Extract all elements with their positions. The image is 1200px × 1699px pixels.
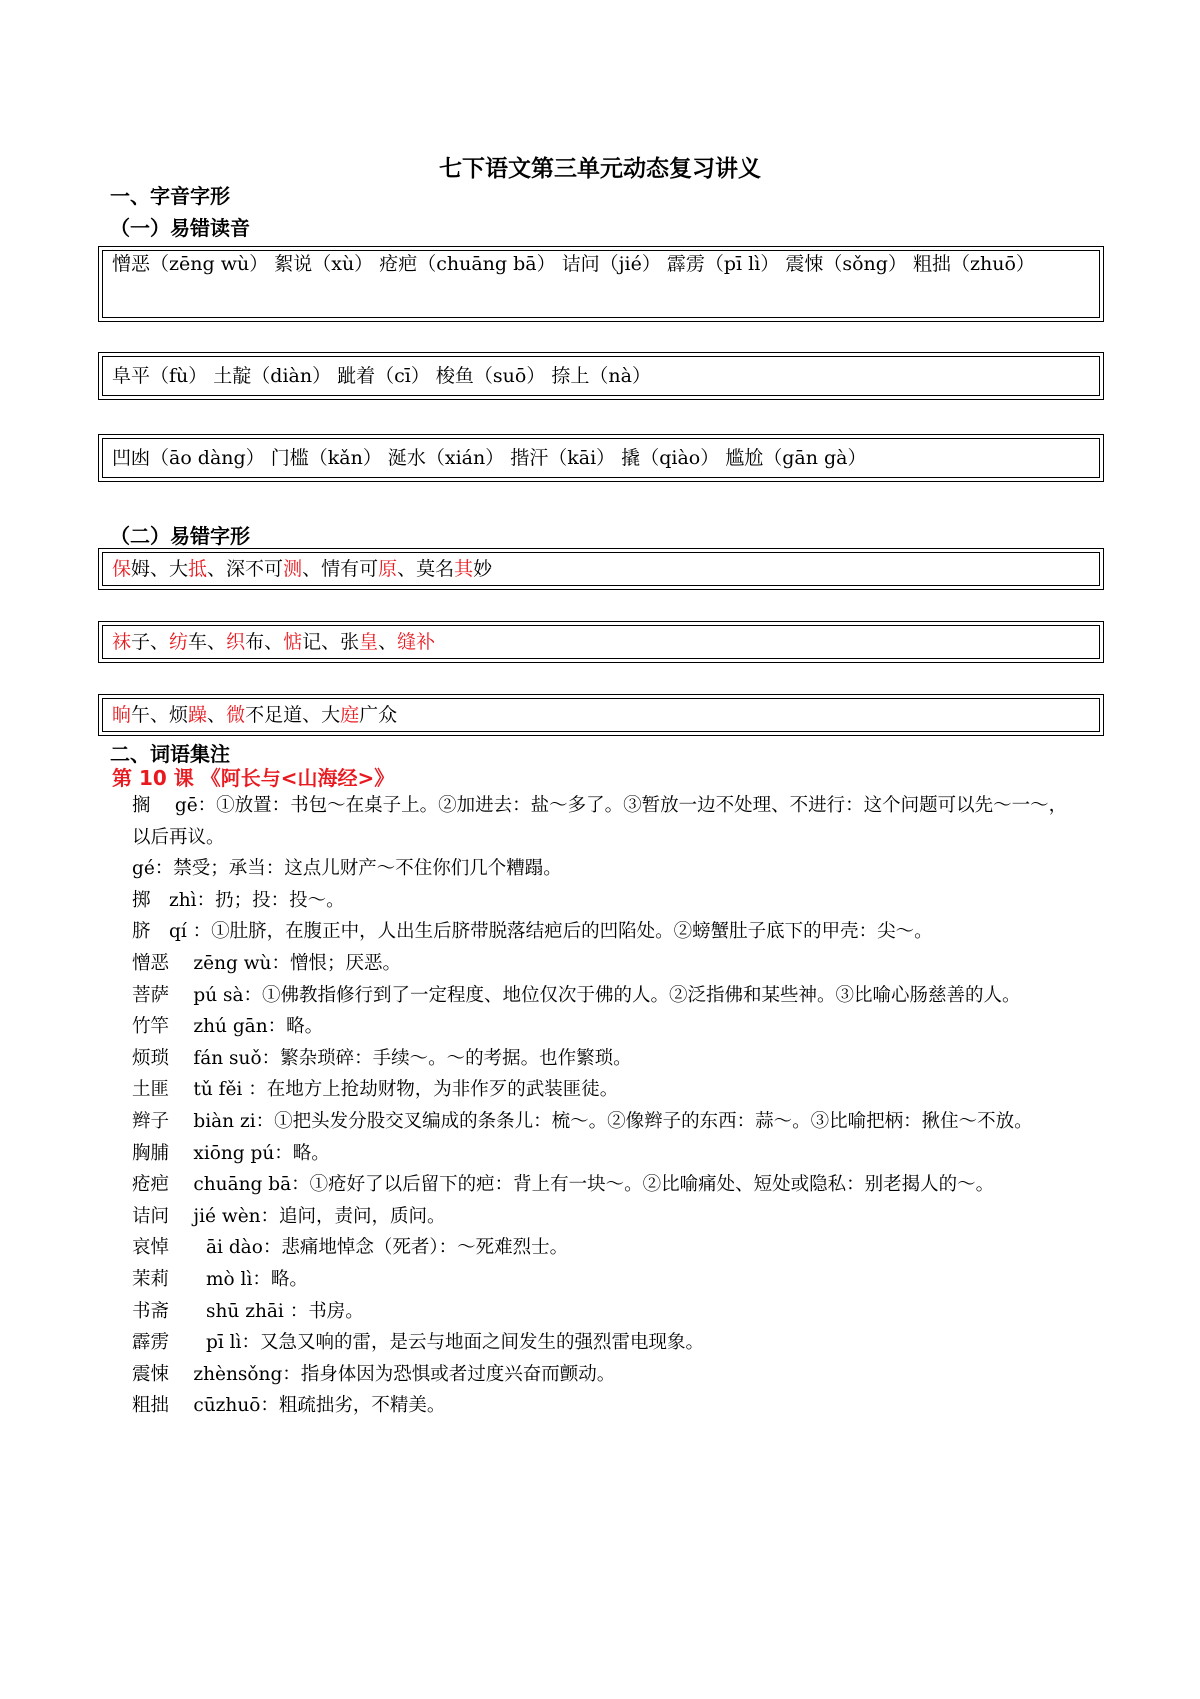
pronunciation-box-1-text: 憎恶（zēng wù） 絮说（xù） 疮疤（chuāng bā） 诘问（jié） 霹雳（pī lì） 震悚（sǒng） 粗拙（zhuō） [112, 253, 1035, 275]
glossary-entry: 书斋 shū zhāi ：书房。 [132, 1300, 364, 1322]
glossary-entry: 掷 zhì：扔；投：投～。 [132, 889, 345, 911]
glossary-entry: 胸脯 xiōng pú：略。 [132, 1142, 330, 1164]
glossary-entry: 竹竿 zhú gān：略。 [132, 1016, 324, 1038]
glossary-entry: 憎恶 zēng wù：憎恨；厌恶。 [132, 952, 401, 974]
glossary-entry: 茉莉 mò lì：略。 [132, 1268, 308, 1290]
glossary-entry: 疮疤 chuāng bā：①疮好了以后留下的疤：背上有一块～。②比喻痛处、短处或隐私：别老揭人的～。 [132, 1174, 995, 1196]
pronunciation-box-3-text: 凹凼（āo dàng） 门槛（kǎn） 涎水（xián） 揩汗（kāi） 撬（qiào） 尴尬（gān gà） [112, 447, 867, 469]
characters-box-2-text: 袜子、纺车、织布、惦记、张皇、缝补 [112, 631, 436, 653]
glossary-entry: 震悚 zhènsǒng：指身体因为恐惧或者过度兴奋而颤动。 [132, 1363, 616, 1385]
pronunciation-box-2-text: 阜平（fù） 土靛（diàn） 跐着（cī） 梭鱼（suō） 捺上（nà） [112, 365, 651, 387]
vocabulary-glossary [132, 790, 1076, 1422]
glossary-entry: 霹雳 pī lì：又急又响的雷，是云与地面之间发生的强烈雷电现象。 [132, 1332, 704, 1354]
characters-box-3-text: 晌午、烦躁、微不足道、大庭广众 [112, 704, 398, 726]
section-heading-vocabulary-notes: 二、词语集注 [110, 742, 230, 766]
section-heading-pronunciation-and-characters: 一、字音字形 [110, 184, 230, 208]
glossary-entry: 菩萨 pú sà：①佛教指修行到了一定程度、地位仅次于佛的人。②泛指佛和某些神。③比喻心肠慈善的人。 [132, 984, 1021, 1006]
lesson-title: 第 10 课 《阿长与<山海经>》 [112, 766, 395, 790]
glossary-entry: 土匪 tǔ fěi ：在地方上抢劫财物，为非作歹的武装匪徒。 [132, 1079, 619, 1101]
glossary-entry: 粗拙 cūzhuō：粗疏拙劣，不精美。 [132, 1395, 446, 1417]
page-title: 七下语文第三单元动态复习讲义 [439, 156, 761, 182]
glossary-entry: 烦琐 fán suǒ：繁杂琐碎：手续～。～的考据。也作繁琐。 [132, 1047, 632, 1069]
glossary-entry: 哀悼 āi dào：悲痛地悼念（死者）：～死难烈士。 [132, 1237, 569, 1259]
subheading-pronunciation: （一）易错读音 [110, 216, 250, 240]
glossary-entry: 脐 qí ：①肚脐，在腹正中，人出生后脐带脱落结疤后的凹陷处。②螃蟹肚子底下的甲壳：尖～。 [132, 921, 933, 943]
subheading-characters: （二）易错字形 [110, 524, 250, 548]
characters-box-1-text: 保姆、大抵、深不可测、情有可原、莫名其妙 [112, 558, 493, 580]
glossary-entry: 诘问 jié wèn：追问，责问，质问。 [132, 1205, 446, 1227]
glossary-entry: gé：禁受；承当：这点儿财产～不住你们几个糟蹋。 [132, 858, 562, 880]
glossary-entry: 辫子 biàn zi：①把头发分股交叉编成的条条儿：梳～。②像辫子的东西：蒜～。③比喻把柄：揪住～不放。 [132, 1110, 1033, 1132]
glossary-entry: 搁 gē：①放置：书包～在桌子上。②加进去：盐～多了。③暂放一边不处理、不进行：这个问题可以先～一～，以后再议。 [132, 795, 1068, 848]
